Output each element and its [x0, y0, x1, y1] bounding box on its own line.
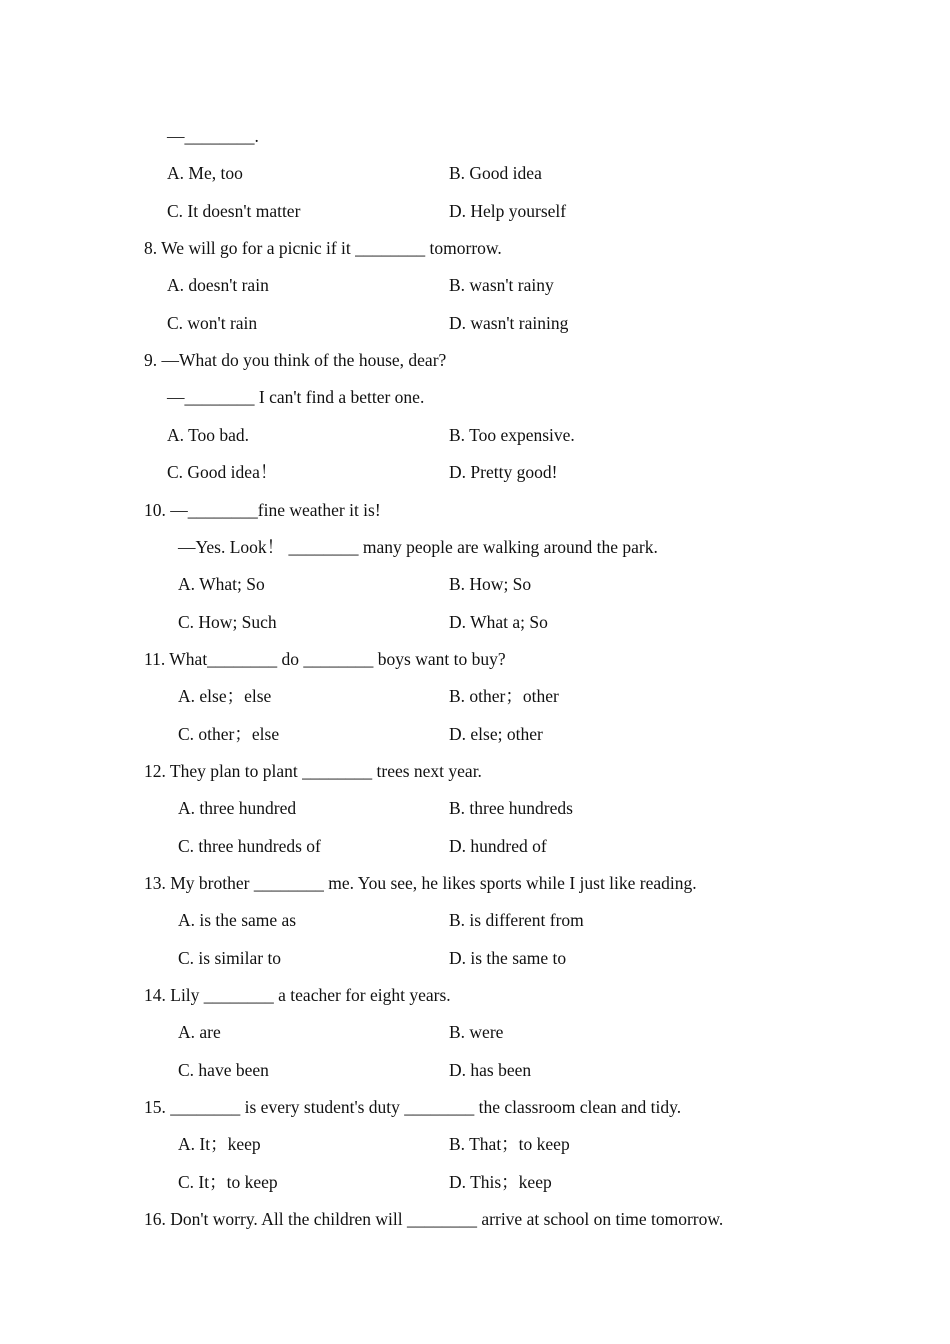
option-left: C. It；to keep [178, 1172, 278, 1192]
option-right: D. is the same to [449, 948, 567, 968]
question-stem: 13. My brother ________ me. You see, he likes sports while I just like reading. [144, 873, 697, 893]
option-right: D. hundred of [449, 836, 547, 856]
option-left: A. Me, too [167, 163, 243, 183]
option-left: C. have been [178, 1060, 269, 1080]
option-right: B. three hundreds [449, 798, 573, 818]
option-left: A. doesn't rain [167, 275, 269, 295]
option-right: D. Help yourself [449, 201, 567, 221]
option-left: C. other；else [178, 724, 280, 744]
question-stem: 8. We will go for a picnic if it ________ tomorrow. [144, 238, 502, 258]
option-left: A. are [178, 1022, 221, 1042]
option-left: C. won't rain [167, 313, 258, 333]
option-left: C. is similar to [178, 948, 282, 968]
dialogue-line: —________ I can't find a better one. [167, 387, 425, 407]
option-right: B. Too expensive. [449, 425, 575, 445]
option-right: D. What a; So [449, 612, 548, 632]
option-right: D. Pretty good! [449, 462, 558, 482]
option-left: A. is the same as [178, 910, 297, 930]
question-stem: 16. Don't worry. All the children will ________ arrive at school on time tomorrow. [144, 1209, 724, 1229]
option-left: C. Good idea！ [167, 462, 278, 482]
option-right: B. How; So [449, 574, 532, 594]
option-left: A. It；keep [178, 1134, 261, 1154]
option-right: B. other；other [449, 686, 559, 706]
option-right: B. is different from [449, 910, 584, 930]
option-left: C. It doesn't matter [167, 201, 301, 221]
option-right: D. This；keep [449, 1172, 552, 1192]
question-stem: 10. —________fine weather it is! [144, 500, 381, 520]
option-right: D. has been [449, 1060, 532, 1080]
question-stem: 12. They plan to plant ________ trees next year. [144, 761, 482, 781]
option-left: A. else；else [178, 686, 272, 706]
option-right: B. wasn't rainy [449, 275, 554, 295]
dialogue-line: —________. [167, 126, 259, 146]
option-left: A. What; So [178, 574, 265, 594]
question-stem: 15. ________ is every student's duty ________ the classroom clean and tidy. [144, 1097, 682, 1117]
question-stem: 14. Lily ________ a teacher for eight years. [144, 985, 451, 1005]
question-stem: 11. What________ do ________ boys want to buy? [144, 649, 506, 669]
option-left: C. three hundreds of [178, 836, 321, 856]
option-right: D. wasn't raining [449, 313, 569, 333]
option-left: A. three hundred [178, 798, 297, 818]
option-right: B. were [449, 1022, 504, 1042]
option-right: B. That；to keep [449, 1134, 570, 1154]
option-right: D. else; other [449, 724, 543, 744]
question-stem: 9. —What do you think of the house, dear? [144, 350, 447, 370]
option-left: A. Too bad. [167, 425, 250, 445]
dialogue-line: —Yes. Look！ ________ many people are walking around the park. [178, 537, 658, 557]
option-right: B. Good idea [449, 163, 542, 183]
option-left: C. How; Such [178, 612, 277, 632]
